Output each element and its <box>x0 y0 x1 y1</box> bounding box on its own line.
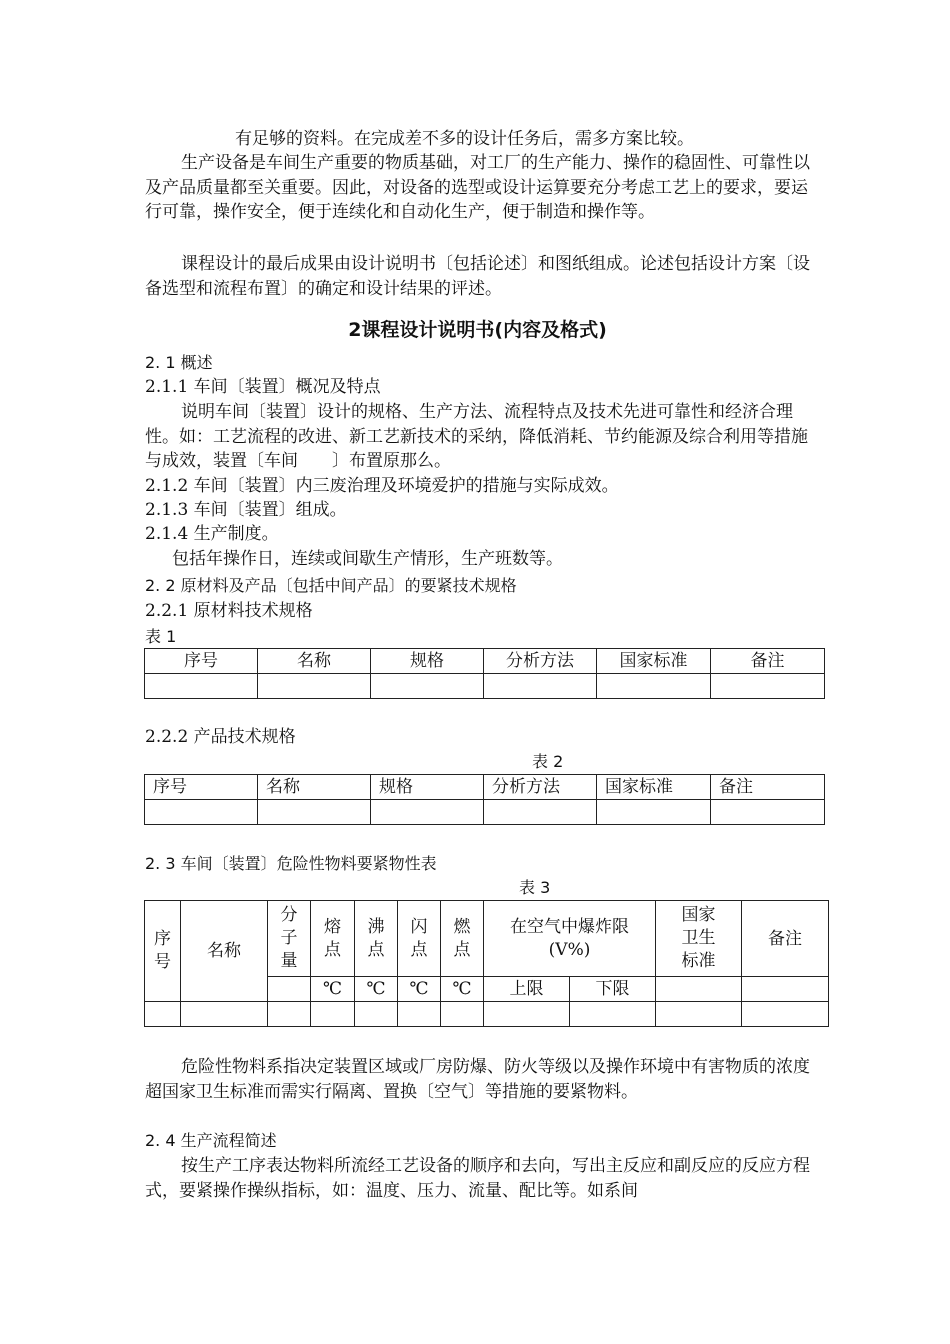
table-row <box>145 901 829 977</box>
table-cell <box>371 674 484 699</box>
table-subheader-cell: 上限 <box>484 977 570 1002</box>
table-cell <box>597 800 711 825</box>
table-cell <box>484 1002 570 1027</box>
table-cell <box>268 977 311 1002</box>
table-header-cell: 在空气中爆炸限(V%) <box>484 901 656 977</box>
table-header-cell: 国家标准 <box>597 775 711 800</box>
table-cell <box>181 1002 268 1027</box>
section-2-1-heading: 2. 1 概述 <box>145 353 213 372</box>
table-header-cell: 名称 <box>258 649 371 674</box>
section-2-3-paragraph: 危险性物料系指决定装置区域或厂房防爆、防火等级以及操作环境中有害物质的浓度超国家卫生标准而需实行隔离、置换〔空气〕等措施的要紧物料。 <box>145 1057 810 1102</box>
subsection-2-1-4-heading: 2.1.4 生产制度。 <box>145 524 279 544</box>
table-cell <box>311 1002 355 1027</box>
intro-paragraph-equipment: 生产设备是车间生产重要的物质基础，对工厂的生产能力、操作的稳固性、可靠性以及产品质量都至关重要。因此，对设备的选型或设计运算要充分考虑工艺上的要求，要运行可靠，操作安全，便于连续化和自动化生产，便于制造和操作等。 <box>145 153 810 222</box>
table-cell <box>597 674 711 699</box>
subsection-2-1-1-paragraph: 说明车间〔装置〕设计的规格、生产方法、流程特点及技术先进可靠性和经济合理性。如：工艺流程的改进、新工艺新技术的采纳，降低消耗、节约能源及综合利用等措施与成效，装置〔车间 〕布置原那么。 <box>145 402 808 471</box>
table-header-cell: 备注 <box>742 901 829 977</box>
table-cell <box>268 1002 311 1027</box>
subsection-2-1-3-heading: 2.1.3 车间〔装置〕组成。 <box>145 500 347 520</box>
table-3-caption: 表 3 <box>519 878 551 897</box>
table-cell <box>484 800 597 825</box>
chapter-title: 2课程设计说明书(内容及格式) <box>348 319 607 341</box>
table-row <box>145 649 825 674</box>
table-cell <box>145 1002 181 1027</box>
table-unit-cell: ℃ <box>441 977 484 1002</box>
table-row <box>145 800 825 825</box>
table-cell <box>355 1002 398 1027</box>
table-header-cell: 燃点 <box>441 901 484 977</box>
subsection-2-1-2-heading: 2.1.2 车间〔装置〕内三废治理及环境爱护的措施与实际成效。 <box>145 476 619 496</box>
table-header-cell: 序号 <box>145 901 181 1002</box>
table-header-cell: 序号 <box>145 775 258 800</box>
table-cell <box>398 1002 441 1027</box>
section-2-2-heading: 2. 2 原材料及产品〔包括中间产品〕的要紧技术规格 <box>145 576 517 595</box>
section-2-4-heading: 2. 4 生产流程简述 <box>145 1131 277 1150</box>
table-cell <box>258 674 371 699</box>
table-header-cell: 名称 <box>258 775 371 800</box>
table-cell <box>742 1002 829 1027</box>
table-1 <box>144 648 825 699</box>
table-subheader-cell: 下限 <box>570 977 656 1002</box>
table-header-cell: 备注 <box>711 775 825 800</box>
section-2-3-heading: 2. 3 车间〔装置〕危险性物料要紧物性表 <box>145 854 437 873</box>
table-header-cell: 沸点 <box>355 901 398 977</box>
table-header-cell: 熔点 <box>311 901 355 977</box>
table-header-cell: 规格 <box>371 649 484 674</box>
table-cell <box>258 800 371 825</box>
table-header-cell: 序号 <box>145 649 258 674</box>
section-2-4-paragraph: 按生产工序表达物料所流经工艺设备的顺序和去向，写出主反应和副反应的反应方程式，要紧操作操纵指标，如：温度、压力、流量、配比等。如系间 <box>145 1156 810 1201</box>
table-cell <box>441 1002 484 1027</box>
table-header-cell: 分子量 <box>268 901 311 977</box>
table-header-cell: 名称 <box>181 901 268 1002</box>
table-cell <box>656 1002 742 1027</box>
intro-line: 有足够的资料。在完成差不多的设计任务后，需多方案比较。 <box>235 129 694 149</box>
table-cell <box>371 800 484 825</box>
table-1-caption: 表 1 <box>145 627 177 646</box>
intro-paragraph-deliverables: 课程设计的最后成果由设计说明书〔包括论述〕和图纸组成。论述包括设计方案〔设备选型和流程布置〕的确定和设计结果的评述。 <box>145 254 810 299</box>
table-header-cell: 规格 <box>371 775 484 800</box>
table-2-caption: 表 2 <box>532 752 564 771</box>
table-header-cell: 闪点 <box>398 901 441 977</box>
table-cell <box>742 977 829 1002</box>
table-3 <box>144 900 829 1027</box>
table-cell <box>656 977 742 1002</box>
table-unit-cell: ℃ <box>398 977 441 1002</box>
table-header-cell: 分析方法 <box>484 775 597 800</box>
subsection-2-2-2-heading: 2.2.2 产品技术规格 <box>145 727 296 747</box>
table-cell <box>145 674 258 699</box>
table-row <box>145 1002 829 1027</box>
subsection-2-1-4-paragraph: 包括年操作日，连续或间歇生产情形，生产班数等。 <box>172 549 563 569</box>
table-cell <box>570 1002 656 1027</box>
table-cell <box>711 674 825 699</box>
table-header-cell: 备注 <box>711 649 825 674</box>
table-unit-cell: ℃ <box>311 977 355 1002</box>
table-header-cell: 国家卫生标准 <box>656 901 742 977</box>
table-row <box>145 775 825 800</box>
table-cell <box>484 674 597 699</box>
table-header-cell: 国家标准 <box>597 649 711 674</box>
table-2 <box>144 774 825 825</box>
table-header-cell: 分析方法 <box>484 649 597 674</box>
table-cell <box>145 800 258 825</box>
subsection-2-1-1-heading: 2.1.1 车间〔装置〕概况及特点 <box>145 377 381 397</box>
table-row <box>145 674 825 699</box>
subsection-2-2-1-heading: 2.2.1 原材料技术规格 <box>145 601 313 621</box>
table-unit-cell: ℃ <box>355 977 398 1002</box>
table-cell <box>711 800 825 825</box>
